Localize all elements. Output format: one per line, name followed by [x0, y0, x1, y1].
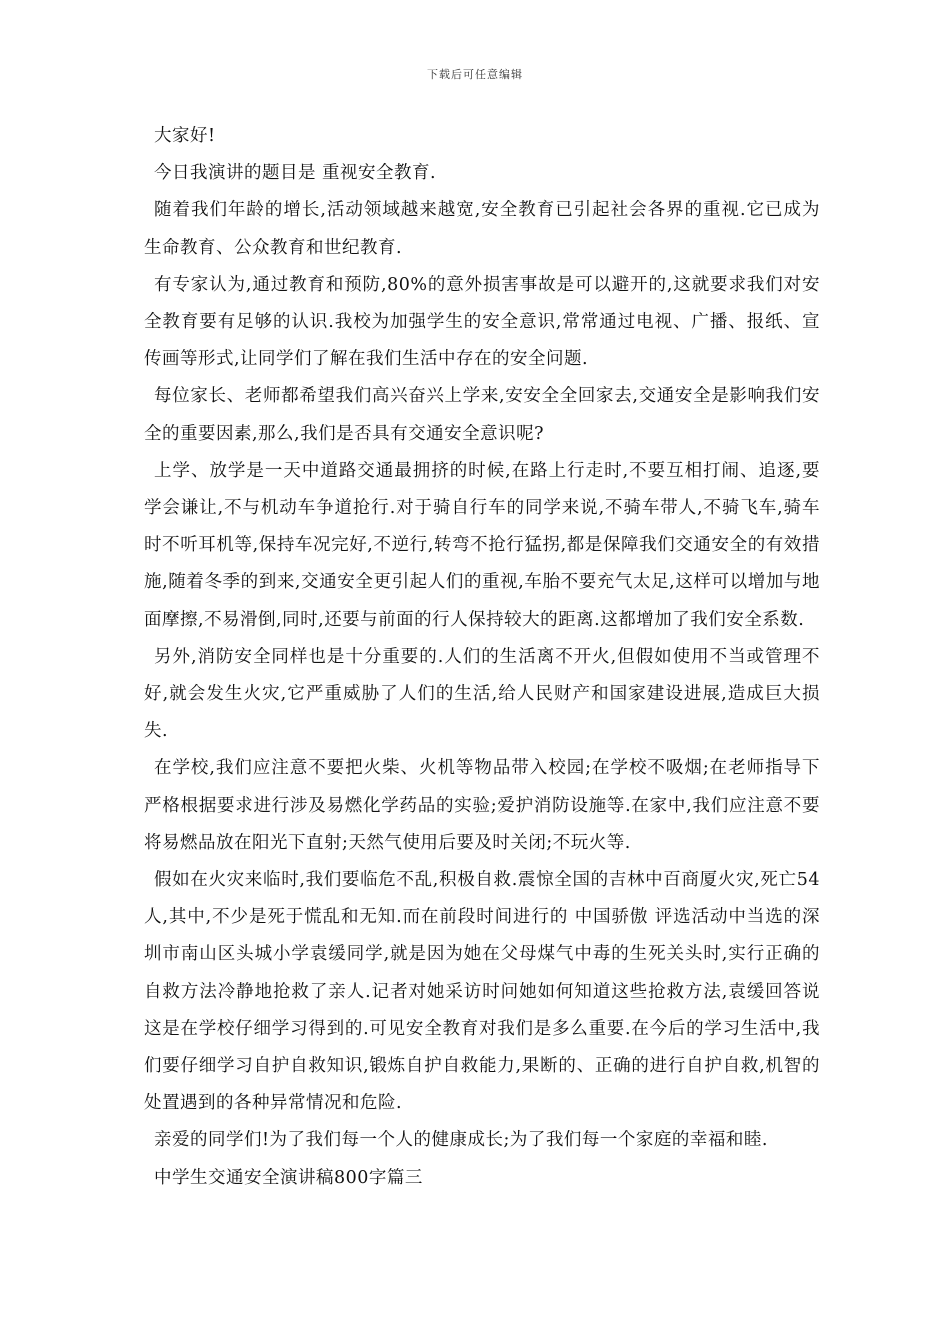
document-body: [144, 118, 820, 1197]
paragraph: 另外,消防安全同样也是十分重要的.人们的生活离不开火,但假如使用不当或管理不好,就会发生火灾,它严重威胁了人们的生活,给人民财产和国家建设进展,造成巨大损失.: [144, 646, 820, 742]
section-title: 中学生交通安全演讲稿800字篇三: [154, 1167, 423, 1188]
paragraph: 在学校,我们应注意不要把火柴、火机等物品带入校园;在学校不吸烟;在老师指导下严格根据要求进行涉及易燃化学药品的实验;爱护消防设施等.在家中,我们应注意不要将易燃品放在阳光下直射;天然气使用后要及时关闭;不玩火等.: [144, 758, 820, 853]
paragraph: 每位家长、老师都希望我们高兴奋兴上学来,安安全全回家去,交通安全是影响我们安全的重要因素,那么,我们是否具有交通安全意识呢?: [144, 386, 820, 444]
paragraph-topic: 今日我演讲的题目是 重视安全教育.: [154, 163, 437, 184]
paragraph-greeting: 大家好!: [154, 126, 216, 146]
paragraph: 有专家认为,通过教育和预防,80%的意外损害事故是可以避开的,这就要求我们对安全教育要有足够的认识.我校为加强学生的安全意识,常常通过电视、广播、报纸、宣传画等形式,让同学们了解在我们生活中存在的安全问题.: [144, 274, 820, 370]
paragraph: 上学、放学是一天中道路交通最拥挤的时候,在路上行走时,不要互相打闹、追逐,要学会谦让,不与机动车争道抢行.对于骑自行车的同学来说,不骑车带人,不骑飞车,骑车时不听耳机等,保持车况完好,不逆行,转弯不抢行猛拐,都是保障我们交通安全的有效措施,随着冬季的到来,交通安全更引起人们的重视,车胎不要充气太足,这样可以增加与地面摩擦,不易滑倒,同时,还要与前面的行人保持较大的距离.这都增加了我们安全系数.: [144, 460, 820, 630]
paragraph: 假如在火灾来临时,我们要临危不乱,积极自救.震惊全国的吉林中百商厦火灾,死亡54人,其中,不少是死于慌乱和无知.而在前段时间进行的 中国骄傲 评选活动中当选的深圳市南山区头城小学袁缓同学,就是因为她在父母煤气中毒的生死关头时,实行正确的自救方法冷静地抢救了亲人.记者对她采访时问她如何知道这些抢救方法,袁缓回答说这是在学校仔细学习得到的.可见安全教育对我们是多么重要.在今后的学习生活中,我们要仔细学习自护自救知识,锻炼自护自救能力,果断的、正确的进行自护自救,机智的处置遇到的各种异常情况和危险.: [144, 870, 820, 1114]
paragraph-closing: 亲爱的同学们!为了我们每一个人的健康成长;为了我们每一个家庭的幸福和睦.: [154, 1130, 768, 1151]
paragraph: 随着我们年龄的增长,活动领域越来越宽,安全教育已引起社会各界的重视.它已成为生命教育、公众教育和世纪教育.: [144, 200, 820, 258]
page-header: 下载后可任意编辑: [427, 68, 523, 81]
